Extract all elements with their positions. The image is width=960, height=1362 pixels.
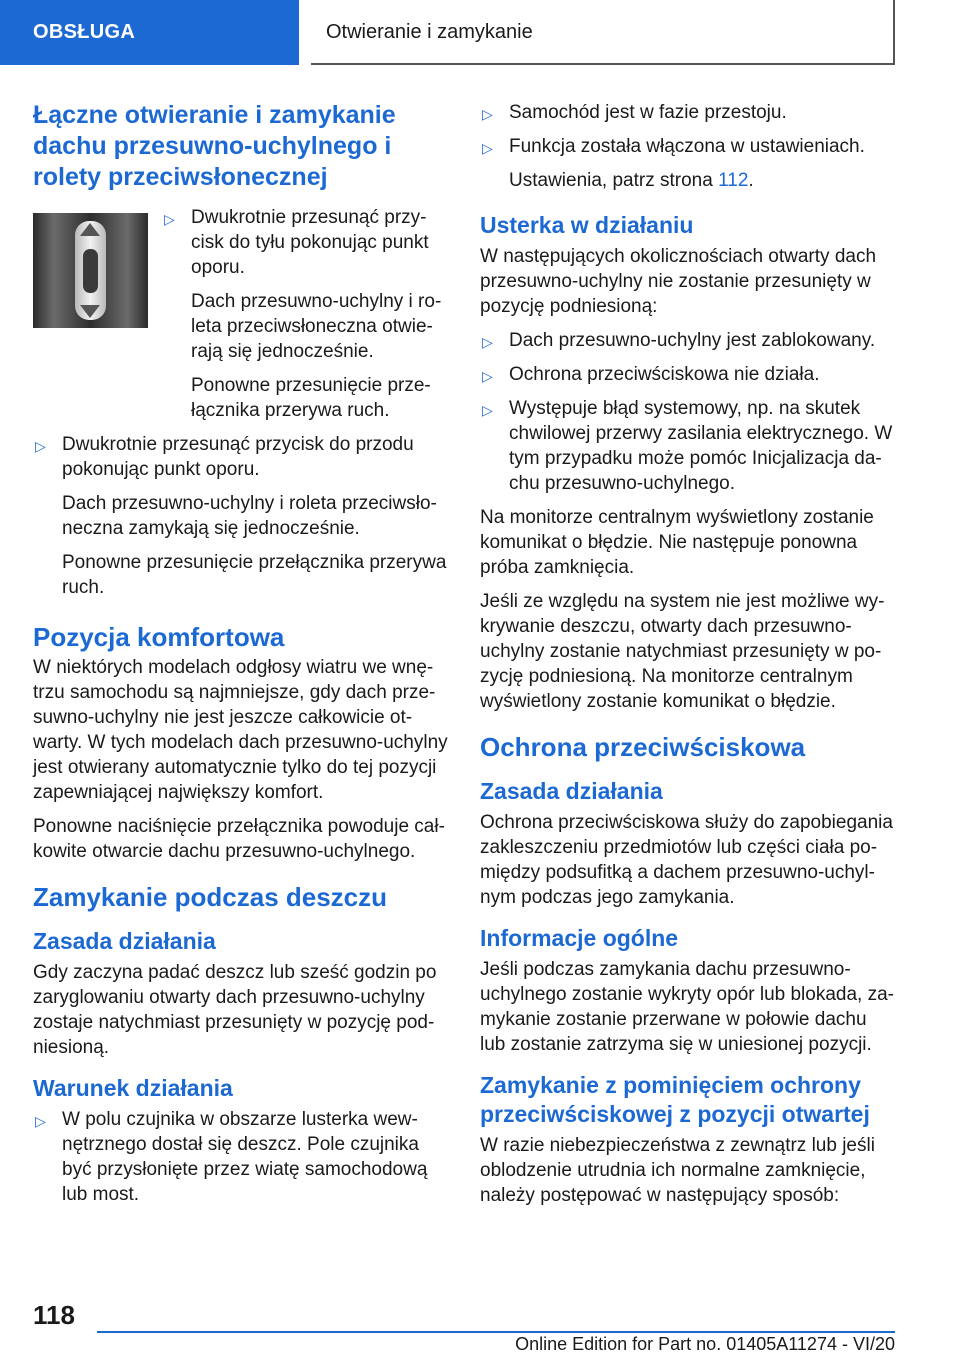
list-item-note [162, 373, 448, 423]
subheading-principle: Zasada działania [33, 928, 216, 954]
list-item-text: Dach przesuwno-uchylny jest zablokowany. [509, 330, 876, 351]
list-item-text: Funkcja została włączona w ustawieniach. [509, 136, 865, 157]
triangle-right-outline-icon: ▷ [482, 106, 493, 122]
switch-button-icon [83, 249, 98, 293]
heading-pinch-protection: Ochrona przeciwściskowa [480, 732, 806, 762]
list-item-text: Samochód jest w fazie przestoju. [509, 102, 787, 123]
paragraph: Gdy zaczyna padać deszcz lub sześć godzin po zaryglowaniu otwarty dach przesuwno-uchylny zostaje natychmiast przesunięty w pozycję pod-niesioną. [33, 962, 437, 1058]
list-item [480, 134, 895, 159]
subheading-principle: Zasada działania [480, 778, 663, 804]
list-item-text: Ochrona przeciwściskowa nie działa. [509, 364, 820, 385]
triangle-right-outline-icon: ▷ [35, 1113, 46, 1129]
heading-comfort-position: Pozycja komfortowa [33, 622, 285, 652]
paragraph: W następujących okolicznościach otwarty dach przesuwno-uchylny nie zostanie przesunięty w pozycję podniesioną: [480, 246, 877, 317]
arrow-up-icon [80, 223, 100, 236]
subheading-condition: Warunek działania [33, 1075, 233, 1101]
note-text: Ponowne przesunięcie przełącznika przerywa ruch. [62, 552, 447, 598]
arrow-down-icon [80, 305, 100, 318]
list-item [480, 362, 895, 387]
list-item-note [162, 289, 448, 364]
page-number: 118 [33, 1300, 75, 1330]
paragraph: W niektórych modelach odgłosy wiatru we wnę-trzu samochodu są najmniejsze, gdy dach prze-suwno-uchylny nie jest jeszcze całkowicie ot-warty. W tych modelach dach przesuwno-uchylny jest otwierany automatycznie tylko do tej pozycji zapewniającej największy komfort. [33, 657, 448, 803]
list-item [480, 396, 895, 496]
list-item-text: Dwukrotnie przesunąć przycisk do przodu pokonując punkt oporu. [62, 434, 414, 480]
heading-fault: Usterka w działaniu [480, 212, 694, 238]
list-item [480, 328, 895, 353]
triangle-right-outline-icon: ▷ [482, 402, 493, 418]
note-text: Dach przesuwno-uchylny i roleta przeciwsło-neczna zamykają się jednocześnie. [62, 493, 437, 539]
list-item-text: Dwukrotnie przesunąć przy-cisk do tyłu pokonując punkt oporu. [191, 207, 429, 278]
list-item-text: Występuje błąd systemowy, np. na skutek chwilowej przerwy zasilania elektrycznego. W tym przypadku może pomóc Inicjalizacja da-chu przesuwno-uchylnego. [509, 398, 893, 494]
triangle-right-outline-icon: ▷ [482, 368, 493, 384]
header-chapter-title: Otwieranie i zamykanie [311, 0, 895, 65]
note-text: Ponowne przesunięcie prze-łącznika przerywa ruch. [191, 375, 431, 421]
list-item-text: W polu czujnika w obszarze lusterka wew-nętrznego dostał się deszcz. Pole czujnika być przysłonięte przez wiatę samochodową lub most. [62, 1109, 428, 1205]
triangle-right-outline-icon: ▷ [482, 140, 493, 156]
triangle-right-outline-icon: ▷ [482, 334, 493, 350]
heading-combined-open-close: Łączne otwieranie i zamykanie dachu przesuwno-uchylnego i rolety przeciwsłonecznej [33, 101, 396, 191]
combined-first-item-row [33, 205, 448, 432]
paragraph: Ponowne naciśnięcie przełącznika powoduje cał-kowite otwarcie dachu przesuwno-uchylnego. [33, 816, 445, 862]
paragraph: Jeśli podczas zamykania dachu przesuwno-uchylnego zostanie wykryty opór lub blokada, za-mykanie zostanie przerwane w połowie dachu lub zostanie zatrzyma się w uniesionej pozycji. [480, 959, 895, 1055]
triangle-right-outline-icon: ▷ [35, 438, 46, 454]
footer-edition: Online Edition for Part no. 01405A11274 - VI/20 [515, 1334, 895, 1354]
right-column [480, 100, 895, 1217]
paragraph: Jeśli ze względu na system nie jest możliwe wy-krywanie deszczu, otwarty dach przesuwno-uchylny zostanie natychmiast przesunięty w po-zycję podniesioną. Na monitorze centralnym wyświetlony zostanie komunikat o błędzie. [480, 591, 885, 712]
paragraph: W razie niebezpieczeństwa z zewnątrz lub jeśli oblodzenie utrudnia ich normalne zamknięcie, należy postępować w następujący sposób: [480, 1135, 875, 1206]
roof-switch-illustration [33, 213, 148, 328]
triangle-right-outline-icon: ▷ [164, 211, 175, 227]
list-item [33, 1107, 448, 1207]
note-text: Dach przesuwno-uchylny i ro-leta przeciwsłoneczna otwie-rają się jednocześnie. [191, 291, 442, 362]
list-item [162, 205, 448, 280]
list-item-note [480, 168, 895, 193]
list-item-note [33, 550, 448, 600]
heading-rain-closing: Zamykanie podczas deszczu [33, 882, 388, 912]
settings-note-suffix: . [748, 170, 754, 191]
settings-page-link[interactable]: 112 [718, 170, 749, 191]
list-item [480, 100, 895, 125]
list-item [33, 432, 448, 482]
list-item-note [33, 491, 448, 541]
footer-divider [97, 1331, 895, 1333]
left-column [33, 100, 448, 1216]
header-section-tab: OBSŁUGA [0, 0, 299, 65]
subheading-general-info: Informacje ogólne [480, 925, 679, 951]
paragraph: Na monitorze centralnym wyświetlony zostanie komunikat o błędzie. Nie następuje ponowna próba zamknięcia. [480, 507, 874, 578]
settings-note-text: Ustawienia, patrz strona [509, 170, 713, 191]
subheading-override-closing: Zamykanie z pominięciem ochrony przeciwściskowej z pozycji otwartej [480, 1072, 870, 1127]
paragraph: Ochrona przeciwściskowa służy do zapobiegania zakleszczeniu przedmiotów lub części ciała po-między podsufitką a dachem przesuwno-uchyl-nym podczas jego zamykania. [480, 812, 893, 908]
